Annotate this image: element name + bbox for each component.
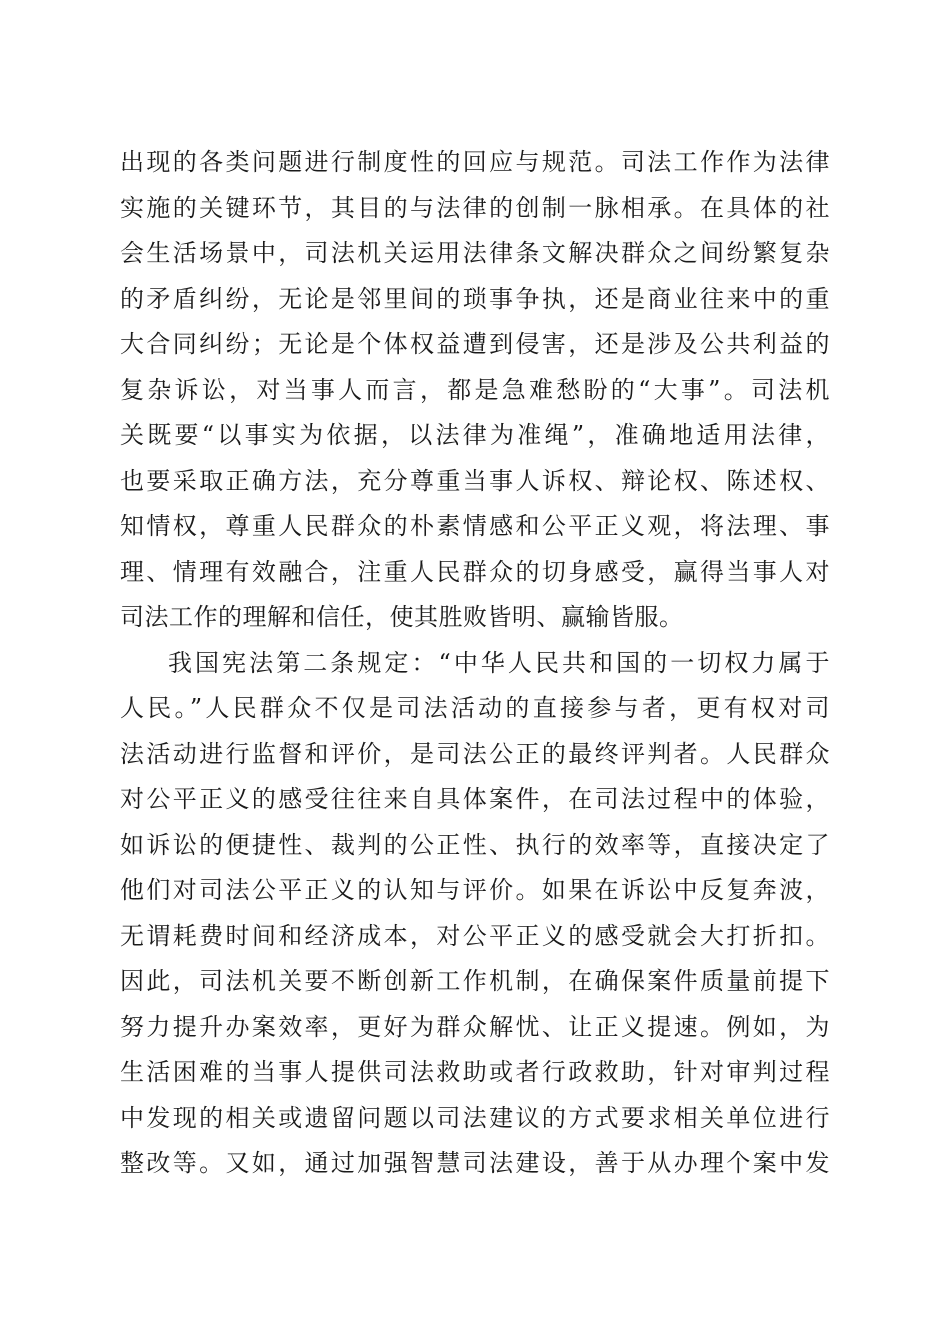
paragraph-2-line-6: 他们对司法公平正义的认知与评价。如果在诉讼中反复奔波，: [120, 876, 830, 904]
paragraph-2-line-7: 无谓耗费时间和经济成本，对公平正义的感受就会大打折扣。: [120, 921, 830, 950]
body-text: [120, 140, 830, 1187]
paragraph-1-line-4: 的矛盾纠纷，无论是邻里间的琐事争执，还是商业往来中的重: [120, 284, 830, 313]
paragraph-1-line-5: 大合同纠纷；无论是个体权益遭到侵害，还是涉及公共利益的: [120, 330, 830, 358]
paragraph-1-line-10: 理、情理有效融合，注重人民群众的切身感受，赢得当事人对: [120, 557, 830, 586]
paragraph-2-line-8: 因此，司法机关要不断创新工作机制，在确保案件质量前提下: [120, 967, 830, 995]
paragraph-2-line-10: 生活困难的当事人提供司法救助或者行政救助，针对审判过程: [120, 1058, 830, 1086]
paragraph-2-line-9: 努力提升办案效率，更好为群众解忧、让正义提速。例如，为: [120, 1012, 830, 1041]
paragraph-1-line-11: 司法工作的理解和信任，使其胜败皆明、赢输皆服。: [120, 603, 684, 631]
paragraph-2-line-3: 法活动进行监督和评价，是司法公正的最终评判者。人民群众: [120, 739, 830, 768]
paragraph-1-line-2: 实施的关键环节，其目的与法律的创制一脉相承。在具体的社: [120, 193, 830, 222]
paragraph-1-line-6: 复杂诉讼，对当事人而言，都是急难愁盼的“大事”。司法机: [120, 375, 830, 404]
paragraph-1-line-8: 也要采取正确方法，充分尊重当事人诉权、辩论权、陈述权、: [120, 466, 830, 495]
paragraph-2-line-1: 我国宪法第二条规定：“中华人民共和国的一切权力属于: [168, 648, 830, 677]
paragraph-2-line-2: 人民。”人民群众不仅是司法活动的直接参与者，更有权对司: [120, 694, 830, 722]
paragraph-1-line-9: 知情权，尊重人民群众的朴素情感和公平正义观，将法理、事: [120, 512, 830, 540]
paragraph-2-line-5: 如诉讼的便捷性、裁判的公正性、执行的效率等，直接决定了: [120, 830, 830, 859]
paragraph-1-line-7: 关既要“以事实为依据，以法律为准绳”，准确地适用法律，: [120, 421, 830, 449]
paragraph-1-line-3: 会生活场景中，司法机关运用法律条文解决群众之间纷繁复杂: [120, 239, 830, 267]
paragraph-1-line-1: 出现的各类问题进行制度性的回应与规范。司法工作作为法律: [120, 148, 830, 176]
paragraph-2-line-11: 中发现的相关或遗留问题以司法建议的方式要求相关单位进行: [120, 1103, 830, 1132]
paragraph-2-line-4: 对公平正义的感受往往来自具体案件，在司法过程中的体验，: [120, 785, 830, 813]
paragraph-2-line-12: 整改等。又如，通过加强智慧司法建设，善于从办理个案中发: [120, 1149, 830, 1177]
